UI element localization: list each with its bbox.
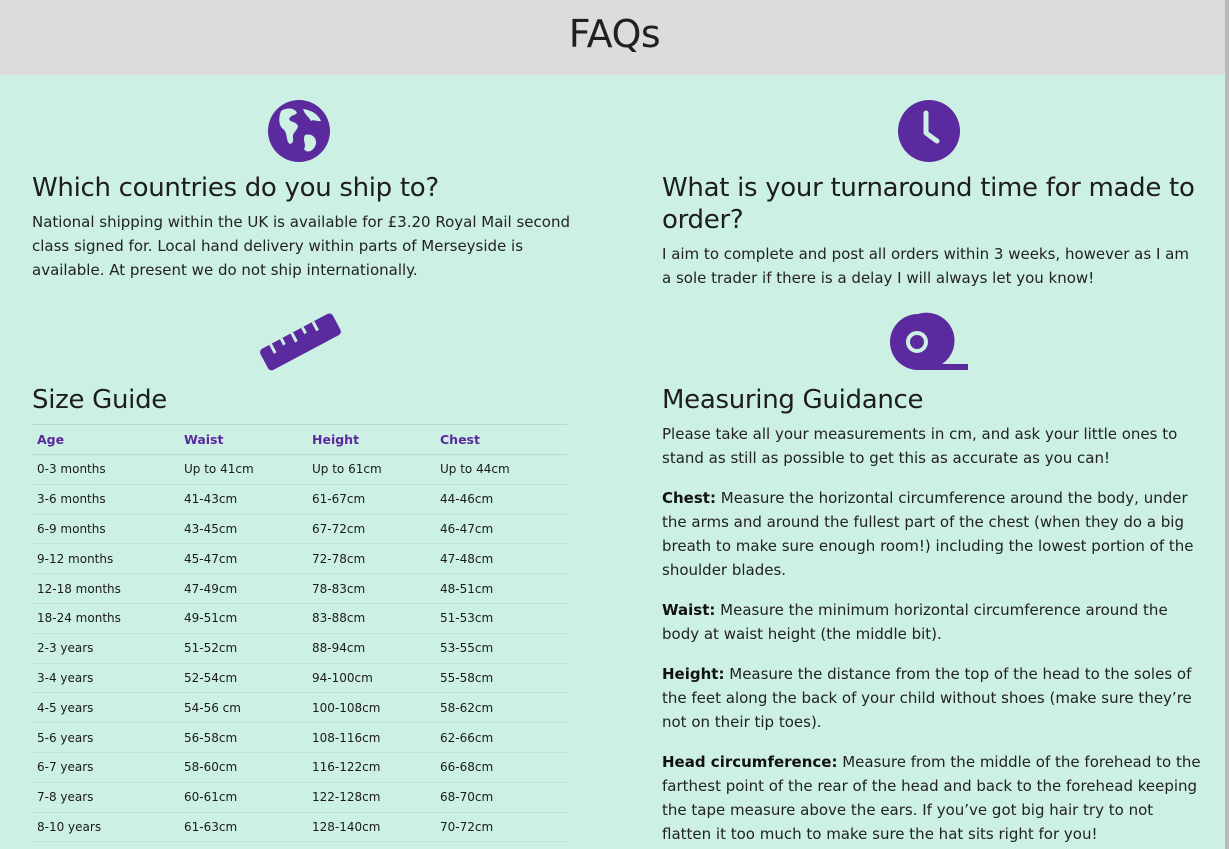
cell-age: 9-12 months bbox=[32, 544, 179, 574]
guidance-chest bbox=[662, 486, 1202, 582]
cell-waist: 41-43cm bbox=[179, 484, 307, 514]
cell-chest: Up to 44cm bbox=[435, 455, 567, 485]
cell-waist: 58-60cm bbox=[179, 752, 307, 782]
guidance-label: Waist: bbox=[662, 601, 716, 619]
cell-waist: 45-47cm bbox=[179, 544, 307, 574]
cell-waist: 49-51cm bbox=[179, 603, 307, 633]
cell-age: 18-24 months bbox=[32, 603, 179, 633]
cell-chest: 70-72cm bbox=[435, 812, 567, 842]
page-title: FAQs bbox=[568, 12, 661, 56]
guidance-label: Chest: bbox=[662, 489, 716, 507]
cell-chest: 48-51cm bbox=[435, 574, 567, 604]
table-row bbox=[32, 574, 567, 604]
cell-age: 12-18 months bbox=[32, 574, 179, 604]
cell-age: 6-7 years bbox=[32, 752, 179, 782]
table-row bbox=[32, 603, 567, 633]
cell-height: 122-128cm bbox=[307, 782, 435, 812]
page-header bbox=[0, 0, 1229, 75]
cell-waist: 56-58cm bbox=[179, 723, 307, 753]
cell-chest: 58-62cm bbox=[435, 693, 567, 723]
size-guide bbox=[32, 384, 572, 842]
column-header-age: Age bbox=[32, 425, 179, 455]
tape-measure-icon bbox=[886, 312, 972, 372]
guidance-text: Measure the horizontal circumference around the body, under the arms and around the fullest part of the chest (when they do a big breath to make sure enough room!) including the lowest portion of the shoulder blades. bbox=[662, 489, 1194, 579]
cell-waist: 52-54cm bbox=[179, 663, 307, 693]
cell-height: 88-94cm bbox=[307, 633, 435, 663]
cell-chest: 53-55cm bbox=[435, 633, 567, 663]
cell-waist: Up to 41cm bbox=[179, 455, 307, 485]
globe-icon bbox=[267, 99, 331, 163]
cell-height: 61-67cm bbox=[307, 484, 435, 514]
shipping-question: Which countries do you ship to? bbox=[32, 173, 439, 203]
cell-age: 4-5 years bbox=[32, 693, 179, 723]
table-row bbox=[32, 514, 567, 544]
cell-age: 7-8 years bbox=[32, 782, 179, 812]
cell-age: 0-3 months bbox=[32, 455, 179, 485]
shipping-answer: National shipping within the UK is available for £3.20 Royal Mail second class signed for. Local hand delivery within parts of Merseyside is available. At present we do not ship internationally. bbox=[32, 213, 570, 279]
guidance-label: Height: bbox=[662, 665, 725, 683]
cell-height: 78-83cm bbox=[307, 574, 435, 604]
table-row bbox=[32, 484, 567, 514]
table-header-row bbox=[32, 425, 567, 455]
turnaround-faq bbox=[662, 172, 1202, 290]
cell-waist: 43-45cm bbox=[179, 514, 307, 544]
cell-height: 100-108cm bbox=[307, 693, 435, 723]
cell-chest: 68-70cm bbox=[435, 782, 567, 812]
column-header-waist: Waist bbox=[179, 425, 307, 455]
table-row bbox=[32, 812, 567, 842]
guidance-height bbox=[662, 662, 1202, 734]
guidance-text: Measure from the middle of the forehead to the farthest point of the rear of the head and back to the forehead keeping the tape measure above the ears. If you’ve got big hair try to not flatten it too much to make sure the hat sits right for you! bbox=[662, 753, 1201, 843]
cell-waist: 61-63cm bbox=[179, 812, 307, 842]
cell-age: 6-9 months bbox=[32, 514, 179, 544]
cell-chest: 66-68cm bbox=[435, 752, 567, 782]
cell-chest: 62-66cm bbox=[435, 723, 567, 753]
ruler-icon bbox=[255, 306, 345, 376]
table-row bbox=[32, 782, 567, 812]
cell-height: 128-140cm bbox=[307, 812, 435, 842]
guidance-label: Head circumference: bbox=[662, 753, 838, 771]
size-guide-table bbox=[32, 424, 567, 842]
column-header-height: Height bbox=[307, 425, 435, 455]
cell-age: 8-10 years bbox=[32, 812, 179, 842]
cell-height: 72-78cm bbox=[307, 544, 435, 574]
cell-age: 5-6 years bbox=[32, 723, 179, 753]
measuring-guidance bbox=[662, 384, 1202, 846]
clock-icon bbox=[897, 99, 961, 163]
table-row bbox=[32, 693, 567, 723]
column-header-chest: Chest bbox=[435, 425, 567, 455]
guidance-head-circumference bbox=[662, 750, 1202, 846]
cell-chest: 51-53cm bbox=[435, 603, 567, 633]
table-row bbox=[32, 455, 567, 485]
table-row bbox=[32, 544, 567, 574]
cell-age: 3-4 years bbox=[32, 663, 179, 693]
table-row bbox=[32, 752, 567, 782]
table-row bbox=[32, 723, 567, 753]
table-row bbox=[32, 633, 567, 663]
cell-chest: 47-48cm bbox=[435, 544, 567, 574]
shipping-faq bbox=[32, 172, 592, 282]
cell-height: 108-116cm bbox=[307, 723, 435, 753]
cell-height: 116-122cm bbox=[307, 752, 435, 782]
cell-chest: 55-58cm bbox=[435, 663, 567, 693]
turnaround-answer: I aim to complete and post all orders within 3 weeks, however as I am a sole trader if there is a delay I will always let you know! bbox=[662, 245, 1189, 287]
cell-age: 2-3 years bbox=[32, 633, 179, 663]
cell-height: Up to 61cm bbox=[307, 455, 435, 485]
table-row bbox=[32, 663, 567, 693]
cell-chest: 46-47cm bbox=[435, 514, 567, 544]
cell-waist: 51-52cm bbox=[179, 633, 307, 663]
cell-waist: 60-61cm bbox=[179, 782, 307, 812]
cell-chest: 44-46cm bbox=[435, 484, 567, 514]
cell-height: 94-100cm bbox=[307, 663, 435, 693]
measuring-intro: Please take all your measurements in cm, and ask your little ones to stand as still as possible to get this as accurate as you can! bbox=[662, 425, 1178, 467]
cell-waist: 47-49cm bbox=[179, 574, 307, 604]
scrollbar[interactable] bbox=[1225, 0, 1229, 849]
guidance-text: Measure the minimum horizontal circumference around the body at waist height (the middle bit). bbox=[662, 601, 1168, 643]
cell-age: 3-6 months bbox=[32, 484, 179, 514]
guidance-text: Measure the distance from the top of the head to the soles of the feet along the back of your child without shoes (make sure they’re not on their tip toes). bbox=[662, 665, 1192, 731]
cell-height: 67-72cm bbox=[307, 514, 435, 544]
cell-height: 83-88cm bbox=[307, 603, 435, 633]
guidance-waist bbox=[662, 598, 1202, 646]
cell-waist: 54-56 cm bbox=[179, 693, 307, 723]
measuring-guidance-title: Measuring Guidance bbox=[662, 385, 924, 415]
size-guide-title: Size Guide bbox=[32, 385, 167, 415]
turnaround-question: What is your turnaround time for made to order? bbox=[662, 173, 1195, 235]
